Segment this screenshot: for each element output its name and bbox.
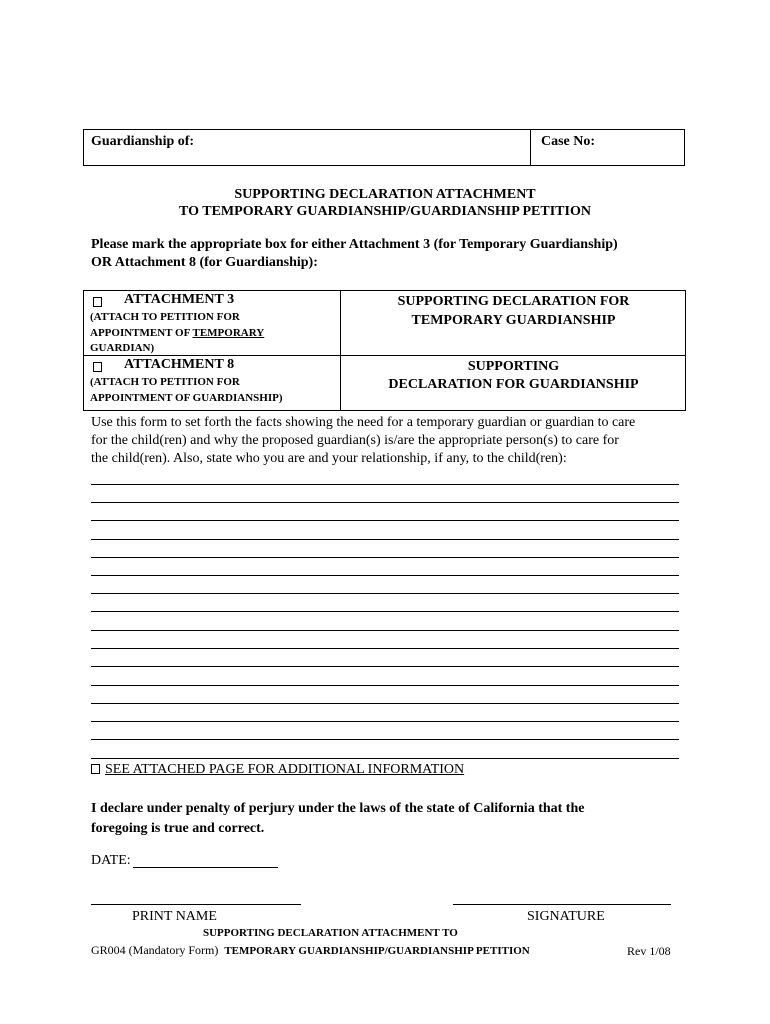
body-text-line3: the child(ren). Also, state who you are and your relationship, if any, to the child(ren):: [91, 451, 567, 466]
header-divider: [530, 130, 531, 165]
attachment-8-description-line1: SUPPORTING: [467, 359, 560, 374]
attachment-selection-table: [83, 290, 686, 411]
attachment-3-description-line1: SUPPORTING DECLARATION FOR: [397, 294, 630, 309]
attachment-3-description-line2: TEMPORARY GUARDIANSHIP: [411, 313, 616, 328]
print-name-line[interactable]: [91, 904, 301, 905]
attachment-8-label: ATTACHMENT 8: [124, 357, 235, 372]
table-row-divider: [84, 355, 685, 356]
writing-line[interactable]: [91, 611, 679, 612]
see-attached-option[interactable]: [91, 762, 464, 778]
temporary-underlined: TEMPORARY: [192, 327, 265, 339]
perjury-declaration: [91, 799, 691, 839]
footer-revision: Rev 1/08: [627, 944, 671, 958]
attachment-8-sub-line1: (ATTACH TO PETITION FOR: [90, 376, 240, 388]
attachment-3-sub-line1: (ATTACH TO PETITION FOR: [90, 311, 240, 323]
writing-line[interactable]: [91, 593, 679, 594]
form-title-line1: SUPPORTING DECLARATION ATTACHMENT: [234, 187, 536, 202]
instructions-line2: OR Attachment 8 (for Guardianship):: [91, 255, 318, 270]
writing-line[interactable]: [91, 666, 679, 667]
writing-line[interactable]: [91, 502, 679, 503]
form-title-line2: TO TEMPORARY GUARDIANSHIP/GUARDIANSHIP PETITION: [179, 204, 591, 219]
writing-line[interactable]: [91, 557, 679, 558]
signature-line[interactable]: [453, 904, 671, 905]
writing-line[interactable]: [91, 648, 679, 649]
footer-form-id: GR004 (Mandatory Form): [91, 943, 219, 957]
writing-line[interactable]: [91, 685, 679, 686]
signature-label: SIGNATURE: [527, 909, 605, 924]
footer-title-line2: TEMPORARY GUARDIANSHIP/GUARDIANSHIP PETITION: [224, 945, 530, 957]
attachment-3-sub-line3: GUARDIAN): [90, 342, 155, 354]
writing-line[interactable]: [91, 630, 679, 631]
see-attached-label: SEE ATTACHED PAGE FOR ADDITIONAL INFORMATION: [105, 762, 465, 777]
writing-line[interactable]: [91, 520, 679, 521]
declaration-line1: I declare under penalty of perjury under the laws of the state of California that the: [91, 801, 585, 816]
footer-title-line1: SUPPORTING DECLARATION ATTACHMENT TO: [203, 927, 458, 939]
case-number-label: Case No:: [541, 134, 596, 149]
body-text-line1: Use this form to set forth the facts showing the need for a temporary guardian or guardian to care: [91, 415, 636, 430]
guardianship-of-label: Guardianship of:: [91, 134, 195, 149]
date-label: DATE:: [91, 853, 131, 868]
writing-line[interactable]: [91, 539, 679, 540]
writing-line[interactable]: [91, 758, 679, 759]
see-attached-checkbox[interactable]: [91, 764, 100, 774]
attachment-8-sub-line2: APPOINTMENT OF GUARDIANSHIP): [90, 392, 283, 404]
instructions-line1: Please mark the appropriate box for either Attachment 3 (for Temporary Guardianship): [91, 237, 618, 252]
date-field-line[interactable]: [133, 867, 278, 868]
attachment-3-label: ATTACHMENT 3: [124, 292, 235, 307]
writing-line[interactable]: [91, 703, 679, 704]
writing-line[interactable]: [91, 484, 679, 485]
declaration-line2: foregoing is true and correct.: [91, 821, 265, 836]
writing-line[interactable]: [91, 721, 679, 722]
body-text-line2: for the child(ren) and why the proposed guardian(s) is/are the appropriate person(s) to care for: [91, 433, 619, 448]
attachment-3-sub-line2: APPOINTMENT OF TEMPORARY: [90, 327, 265, 339]
print-name-label: PRINT NAME: [132, 909, 217, 924]
attachment-8-description-line2: DECLARATION FOR GUARDIANSHIP: [388, 377, 639, 392]
attachment-3-checkbox[interactable]: [93, 297, 102, 307]
footer-form-line: [91, 943, 530, 958]
writing-line[interactable]: [91, 739, 679, 740]
case-header-box: [83, 129, 685, 166]
attachment-8-checkbox[interactable]: [93, 362, 102, 372]
writing-line[interactable]: [91, 575, 679, 576]
